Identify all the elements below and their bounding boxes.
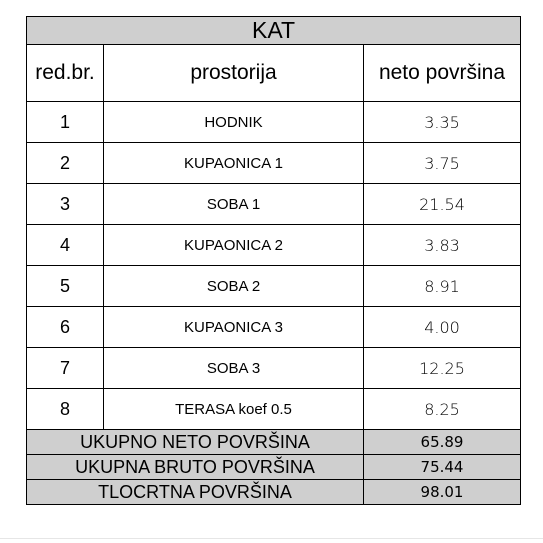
row-no: 8 (27, 389, 104, 430)
table-row (27, 307, 521, 348)
header-area: neto površina (364, 45, 521, 102)
row-no: 3 (27, 184, 104, 225)
summary-label: TLOCRTNA POVRŠINA (27, 480, 364, 505)
table-row (27, 102, 521, 143)
summary-row (27, 480, 521, 505)
header-room: prostorija (104, 45, 364, 102)
row-no: 6 (27, 307, 104, 348)
row-area: 8.91 (364, 266, 521, 307)
row-area: 21.54 (364, 184, 521, 225)
row-room: KUPAONICA 2 (104, 225, 364, 266)
row-area: 3.75 (364, 143, 521, 184)
row-no: 4 (27, 225, 104, 266)
table-title: KAT (27, 17, 521, 45)
summary-value: 75.44 (364, 455, 521, 480)
row-no: 7 (27, 348, 104, 389)
table-header-row (27, 45, 521, 102)
row-room: HODNIK (104, 102, 364, 143)
table-row (27, 143, 521, 184)
row-room: TERASA koef 0.5 (104, 389, 364, 430)
row-area: 12.25 (364, 348, 521, 389)
summary-value: 65.89 (364, 430, 521, 455)
row-room: KUPAONICA 3 (104, 307, 364, 348)
row-area: 4.00 (364, 307, 521, 348)
row-room: SOBA 1 (104, 184, 364, 225)
table-row (27, 184, 521, 225)
table-title-row (27, 17, 521, 45)
row-no: 5 (27, 266, 104, 307)
row-room: KUPAONICA 1 (104, 143, 364, 184)
summary-label: UKUPNO NETO POVRŠINA (27, 430, 364, 455)
row-area: 3.35 (364, 102, 521, 143)
header-no: red.br. (27, 45, 104, 102)
summary-row (27, 455, 521, 480)
row-no: 2 (27, 143, 104, 184)
row-area: 8.25 (364, 389, 521, 430)
table-row (27, 225, 521, 266)
table-row (27, 348, 521, 389)
row-area: 3.83 (364, 225, 521, 266)
row-room: SOBA 3 (104, 348, 364, 389)
area-table (26, 16, 521, 505)
table-row (27, 389, 521, 430)
page-bottom-divider (0, 538, 543, 539)
row-room: SOBA 2 (104, 266, 364, 307)
summary-row (27, 430, 521, 455)
summary-label: UKUPNA BRUTO POVRŠINA (27, 455, 364, 480)
row-no: 1 (27, 102, 104, 143)
summary-value: 98.01 (364, 480, 521, 505)
table-row (27, 266, 521, 307)
